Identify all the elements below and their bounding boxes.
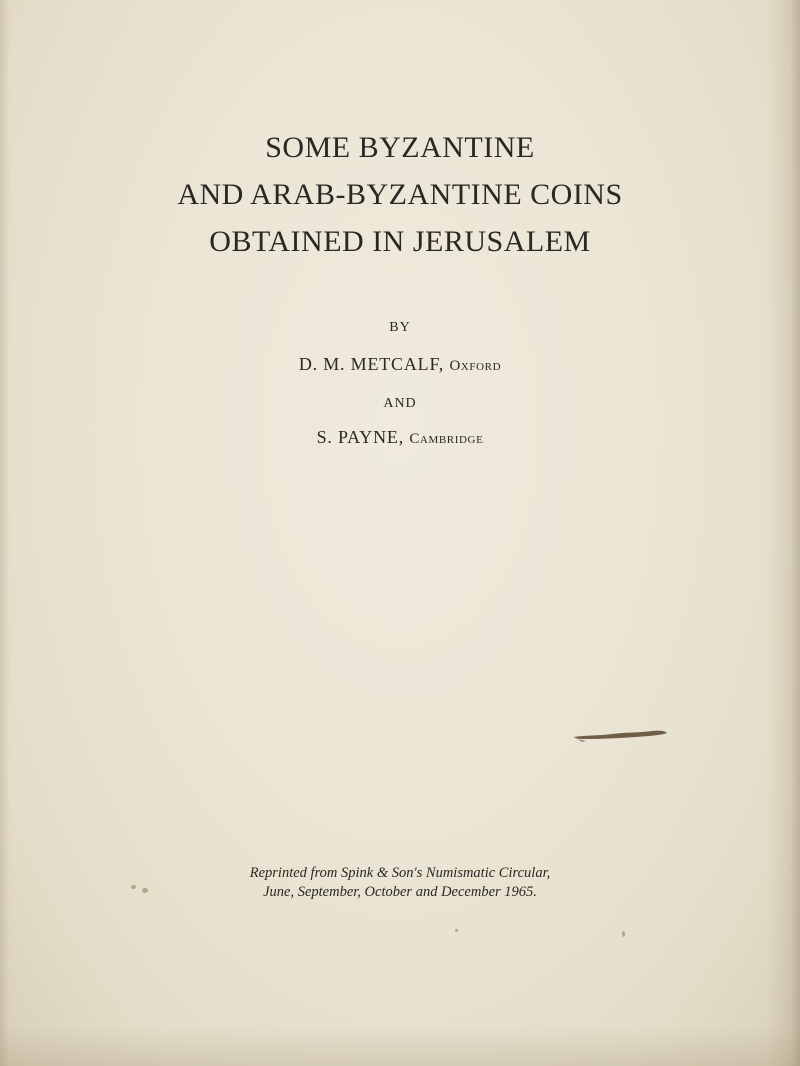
cover-title [0, 124, 800, 265]
by-label: BY [389, 320, 411, 335]
title-line-3: OBTAINED IN JERUSALEM [209, 225, 591, 258]
reprint-line-2: June, September, October and December 1965. [263, 884, 537, 900]
reprint-line-1: Reprinted from Spink & Son's Numismatic Circular, [249, 865, 551, 881]
and-label: AND [383, 396, 417, 411]
author-1-affiliation: Oxford [449, 358, 502, 374]
title-line-1: SOME BYZANTINE [265, 131, 535, 164]
author-2-name: S. PAYNE, [316, 427, 405, 447]
reprint-note [0, 864, 800, 902]
paper-speck [622, 931, 625, 937]
title-line-2: AND ARAB-BYZANTINE COINS [177, 178, 623, 211]
paper-speck [455, 929, 458, 932]
author-1 [0, 354, 800, 375]
author-2-affiliation: Cambridge [409, 431, 484, 447]
ink-stain-mark [572, 727, 668, 743]
paper-edge-shadow-bottom [0, 1026, 800, 1066]
author-2 [0, 427, 800, 448]
author-1-name: D. M. METCALF, [298, 354, 445, 374]
